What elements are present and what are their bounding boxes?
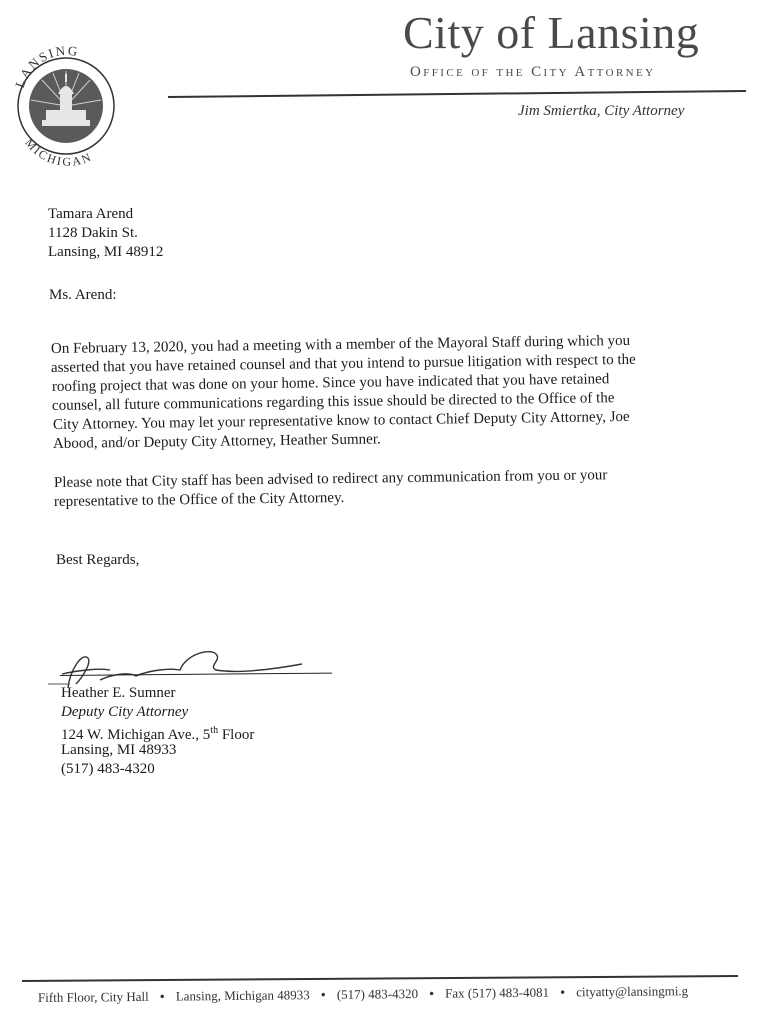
header-divider — [168, 90, 746, 98]
seal-text-top: LANSING — [11, 42, 81, 90]
paragraph2-line: representative to the Office of the City Attorney. — [53, 489, 345, 510]
salutation: Ms. Arend: — [49, 287, 117, 303]
paragraph1-line: City Attorney. You may let your representative know to contact Chief Deputy City Attorney, Joe — [52, 408, 630, 433]
bullet-separator: • — [159, 988, 165, 1004]
paragraph1-line: On February 13, 2020, you had a meeting with a member of the Mayoral Staff during which you — [50, 332, 631, 357]
letterhead-attorney: Jim Smiertka, City Attorney — [518, 103, 685, 119]
paragraph1-line: counsel, all future communications regarding this issue should be directed to the Office of the — [51, 390, 615, 414]
paragraph1-line: asserted that you have retained counsel and that you intend to pursue litigation with respect to the — [50, 351, 636, 376]
footer-location: Fifth Floor, City Hall — [37, 988, 149, 1005]
bullet-separator: • — [429, 985, 434, 1001]
footer-contact — [38, 983, 688, 1006]
signer-phone: (517) 483-4320 — [61, 761, 155, 777]
recipient-city: Lansing, MI 48912 — [48, 244, 164, 260]
footer-divider — [22, 975, 738, 982]
footer-email: cityatty@lansingmi.g — [576, 983, 689, 1000]
paragraph1-line: Abood, and/or Deputy City Attorney, Heather Sumner. — [52, 431, 381, 452]
paragraph2-line: Please note that City staff has been advised to redirect any communication from you or your — [53, 467, 608, 491]
signer-address-floor: Floor — [218, 727, 255, 743]
paragraph1-line: roofing project that was done on your home. Since you have indicated that you have retained — [51, 371, 610, 395]
signer-title: Deputy City Attorney — [61, 704, 189, 720]
recipient-street: 1128 Dakin St. — [48, 225, 138, 241]
bullet-separator: • — [560, 984, 565, 1000]
city-seal-logo — [8, 38, 126, 172]
footer-city: Lansing, Michigan 48933 — [175, 987, 310, 1004]
signer-city: Lansing, MI 48933 — [61, 742, 177, 758]
bullet-separator: • — [320, 986, 326, 1003]
letterhead-office: Office of the City Attorney — [410, 64, 656, 80]
recipient-name: Tamara Arend — [48, 206, 134, 222]
footer-phone: (517) 483-4320 — [336, 986, 419, 1002]
signer-name: Heather E. Sumner — [61, 685, 176, 701]
letterhead-city-title: City of Lansing — [403, 7, 700, 58]
closing: Best Regards, — [56, 552, 140, 568]
footer-fax: Fax (517) 483-4081 — [445, 984, 550, 1001]
signer-address-street: 124 W. Michigan Ave., 5 — [61, 727, 211, 743]
signer-address-ordinal: th — [210, 725, 219, 736]
seal-text-bottom: MICHIGAN — [22, 135, 95, 169]
